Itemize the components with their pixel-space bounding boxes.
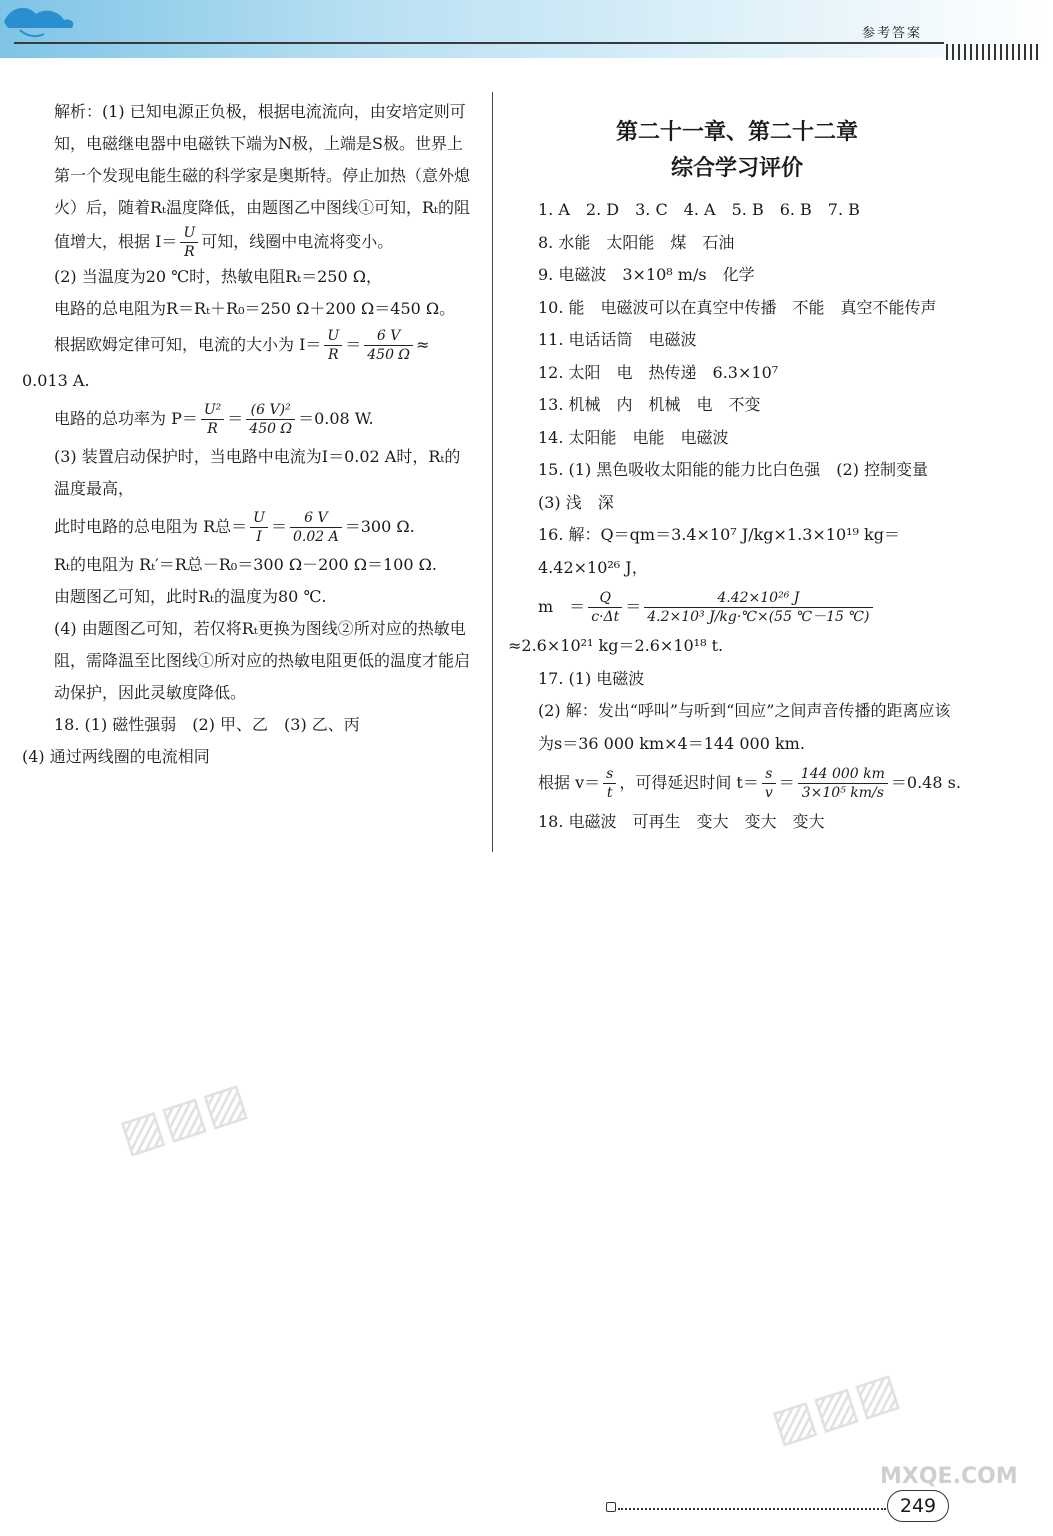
total-resistance-protect-line: 此时电路的总电阻为 R总＝ $\frac{U}{I}$ ＝ $\frac{6 V}{0.02 A}$ ＝300 Ω. xyxy=(54,510,415,545)
current-result: 0.013 A. xyxy=(22,371,90,390)
left-column xyxy=(22,96,474,773)
watermark-mark-2: ▨▨▨ xyxy=(764,1361,906,1453)
answer-9: 9. 电磁波 3×10⁸ m/s 化学 xyxy=(538,265,755,284)
chapter-title: 第二十一章、第二十二章 综合学习评价 xyxy=(615,119,858,181)
answer-8: 8. 水能 太阳能 煤 石油 xyxy=(538,232,735,252)
footer-dotted-rule xyxy=(618,1508,886,1510)
site-watermark: MXQE.COM xyxy=(880,1464,1018,1489)
answer-12: 12. 太阳 电 热传递 6.3×10⁷ xyxy=(538,362,779,382)
section-title: 参考答案 xyxy=(862,26,923,41)
watermark-mark-1: ▨▨▨ xyxy=(112,1071,254,1163)
rt-line: Rₜ的电阻为 Rₜ′＝R总－R₀＝300 Ω－200 Ω＝100 Ω. xyxy=(54,555,437,574)
answer-16: 16. 解：Q＝qm＝3.4×10⁷ J/kg×1.3×10¹⁹ kg＝4.42×10²⁶ J， xyxy=(538,525,900,577)
temperature-line: 由题图乙可知，此时Rₜ的温度为80 ℃. xyxy=(54,587,327,606)
page-number: 249 xyxy=(887,1490,949,1522)
answer-11: 11. 电话话筒 电磁波 xyxy=(538,330,697,349)
analysis-tail: 可知，线圈中电流将变小。 xyxy=(201,232,394,251)
answer-14: 14. 太阳能 电能 电磁波 xyxy=(538,427,729,447)
answer-13: 13. 机械 内 机械 电 不变 xyxy=(538,395,761,414)
footer-square-icon xyxy=(606,1502,616,1512)
header-bars xyxy=(946,44,1042,60)
answer-17-2: (2) 解：发出“呼叫”与听到“回应”之间声音传播的距离应该为s＝36 000 km×4＝144 000 km. xyxy=(538,701,951,753)
step-3-line: (3) 装置启动保护时，当电路中电流为I＝0.02 A时，Rₜ的温度最高， xyxy=(54,447,461,498)
total-resistance-line: 电路的总电阻为R＝Rₜ＋R₀＝250 Ω＋200 Ω＝450 Ω。 xyxy=(54,299,456,318)
answer-18-line: 18. (1) 磁性强弱 (2) 甲、乙 (3) 乙、丙 xyxy=(54,715,360,734)
answer-10: 10. 能 电磁波可以在真空中传播 不能 真空不能传声 xyxy=(538,297,937,317)
answer-17-3: 根据 v＝ $\frac{s}{t}$ ，可得延迟时间 t＝ $\frac{s}{v}$ ＝ $\frac{144 000 km}{\text{3×10⁵ km/s}}$ ＝0.48 s. xyxy=(538,766,961,801)
analysis-paragraph: 解析：(1) 已知电源正负极，根据电流流向，由安培定则可知，电磁继电器中电磁铁下端为N极，上端是S极。世界上第一个发现电能生磁的科学家是奥斯特。停止加热（意外熄火）后，随着Rₜ温度降低，由题图乙中图线①可知，Rₜ的阻值增大，根据 I＝ $\frac{U}{R}$ 可知，线圈中电流将变小。 xyxy=(54,102,471,260)
fraction: $\frac{U}{R}$ xyxy=(180,224,198,261)
answer-16-mass: m ＝ $\frac{Q}{c\cdot\Delta t}$ ＝ $\frac{\text{4.42×10²⁶ J}}{\text{4.2×10³ J/kg·℃×(55 ℃－15 ℃)}}$ xyxy=(508,584,966,630)
power-line: 电路的总功率为 P＝ $\frac{\text{U²}}{R}$ ＝ $\frac{\text{(6 V)²}}{450 \Omega}$ ＝0.08 W. xyxy=(54,402,374,437)
current-line: 根据欧姆定律可知，电流的大小为 I＝ $\frac{U}{R}$ ＝ $\frac{6 V}{450 \Omega}$ ≈ xyxy=(54,328,430,363)
answer-1-7: 1. A 2. D 3. C 4. A 5. B 6. B 7. B xyxy=(538,200,860,219)
column-divider xyxy=(492,92,493,852)
answer-18-part4: (4) 通过两线圈的电流相同 xyxy=(22,747,210,766)
step-2-line: (2) 当温度为20 ℃时，热敏电阻Rₜ＝250 Ω， xyxy=(54,267,382,286)
answer-16-result: ≈2.6×10²¹ kg＝2.6×10¹⁸ t. xyxy=(508,636,724,655)
step-4-line: (4) 由题图乙可知，若仅将Rₜ更换为图线②所对应的热敏电阻，需降温至比图线①所对应的热敏电阻更低的温度才能启动保护，因此灵敏度降低。 xyxy=(54,619,471,702)
answer-17-1: 17. (1) 电磁波 xyxy=(538,668,645,688)
analysis-text: 解析：(1) 已知电源正负极，根据电流流向，由安培定则可知，电磁继电器中电磁铁下端为N极，上端是S极。世界上第一个发现电能生磁的科学家是奥斯特。停止加热（意外熄火）后，随着Rₜ温度降低，由题图乙中图线①可知，Rₜ的阻值增大，根据 xyxy=(54,102,471,251)
cloud-logo-icon xyxy=(0,0,80,44)
right-column xyxy=(508,96,966,839)
answer-18: 18. 电磁波 可再生 变大 变大 变大 xyxy=(538,812,825,831)
answer-15: 15. (1) 黑色吸收太阳能的能力比白色强 (2) 控制变量 (3) 浅 深 xyxy=(538,460,945,512)
header-rule xyxy=(14,42,944,44)
